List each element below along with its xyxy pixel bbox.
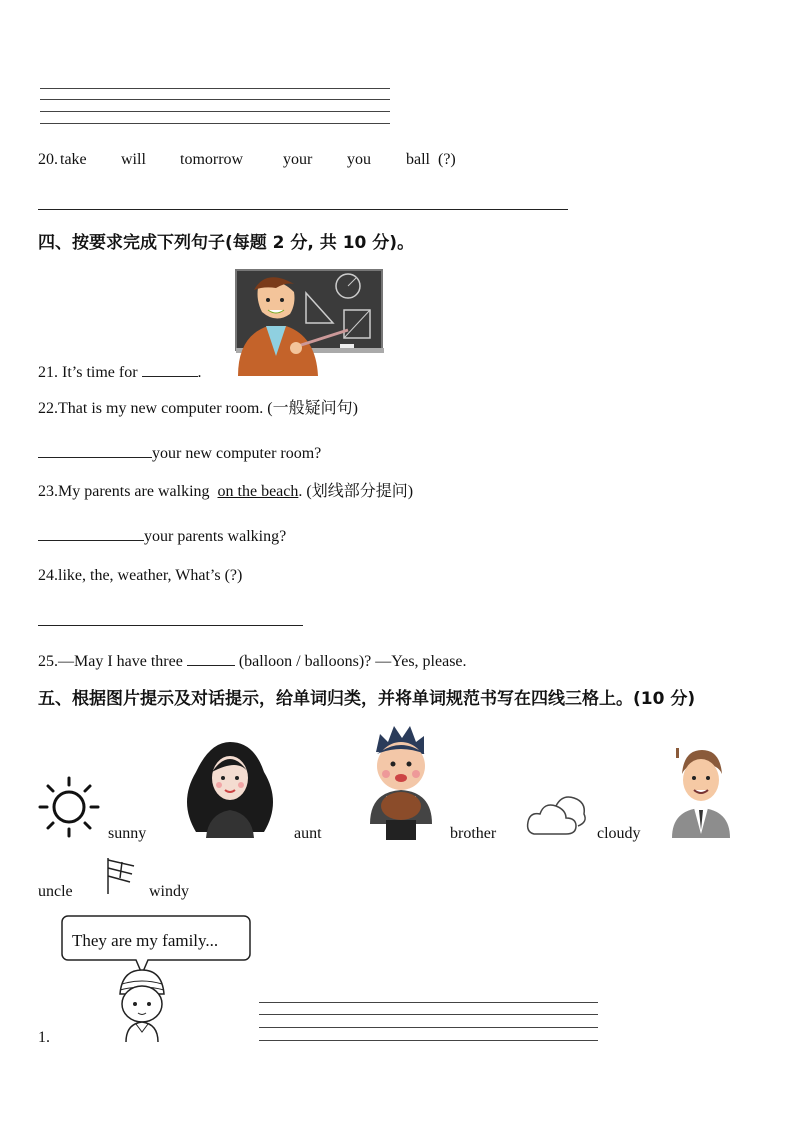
sun-icon [38, 776, 100, 838]
item-1-label: 1. [38, 1029, 50, 1046]
q20-word-1: take [60, 151, 87, 168]
question-22: 22.That is my new computer room. (一般疑问句) [38, 400, 358, 417]
q24-answer-line[interactable] [38, 625, 303, 626]
word-aunt: aunt [294, 825, 322, 842]
question-24: 24.like, the, weather, What’s (?) [38, 567, 243, 584]
q21-suffix: . [197, 364, 202, 381]
word-uncle: uncle [38, 883, 73, 900]
four-line-grid-bottom[interactable] [259, 1002, 598, 1042]
question-23 [38, 482, 413, 502]
q21-blank[interactable] [142, 360, 198, 377]
question-22-answer [38, 441, 321, 464]
question-20 [38, 150, 538, 172]
q20-punct: (?) [438, 151, 456, 168]
q20-number: 20. [38, 151, 58, 168]
q23-prompt-end: . (划线部分提问) [298, 483, 414, 500]
cloud-icon [526, 792, 588, 838]
word-brother: brother [450, 825, 497, 842]
q21-prefix: 21. It’s time for [38, 364, 138, 381]
q25-blank[interactable] [187, 649, 235, 666]
aunt-illustration [176, 742, 284, 838]
brother-illustration [356, 724, 446, 840]
boy-illustration [110, 968, 174, 1044]
q23-underlined: on the beach [217, 483, 299, 500]
word-windy: windy [149, 883, 189, 900]
four-line-grid-top [40, 88, 390, 128]
q23-answer-suffix: your parents walking? [144, 528, 287, 545]
q25-prefix: 25.—May I have three [38, 653, 183, 670]
q20-word-5: you [347, 151, 371, 168]
uncle-illustration [672, 746, 730, 838]
q25-suffix: (balloon / balloons)? —Yes, please. [238, 653, 467, 670]
q22-answer-suffix: your new computer room? [152, 445, 322, 462]
q20-word-2: will [121, 151, 146, 168]
word-sunny: sunny [108, 825, 147, 842]
speech-bubble-text: They are my family... [72, 931, 219, 950]
section-4-title: 四、按要求完成下列句子(每题 2 分, 共 10 分)。 [38, 233, 415, 253]
teacher-blackboard-illustration [228, 268, 386, 378]
question-25 [38, 649, 467, 672]
question-23-answer [38, 524, 286, 547]
q20-word-6: ball [406, 151, 430, 168]
word-cloudy: cloudy [597, 825, 641, 842]
wind-flag-icon [104, 856, 140, 896]
q22-blank[interactable] [38, 441, 152, 458]
q20-word-3: tomorrow [180, 151, 244, 168]
q20-word-4: your [283, 151, 313, 168]
q23-prompt-start: 23.My parents are walking [38, 483, 210, 500]
question-21 [38, 360, 202, 383]
q20-answer-line[interactable] [38, 209, 568, 210]
section-5-title: 五、根据图片提示及对话提示，给单词归类，并将单词规范书写在四线三格上。(10 分) [38, 689, 696, 709]
q23-blank[interactable] [38, 524, 144, 541]
